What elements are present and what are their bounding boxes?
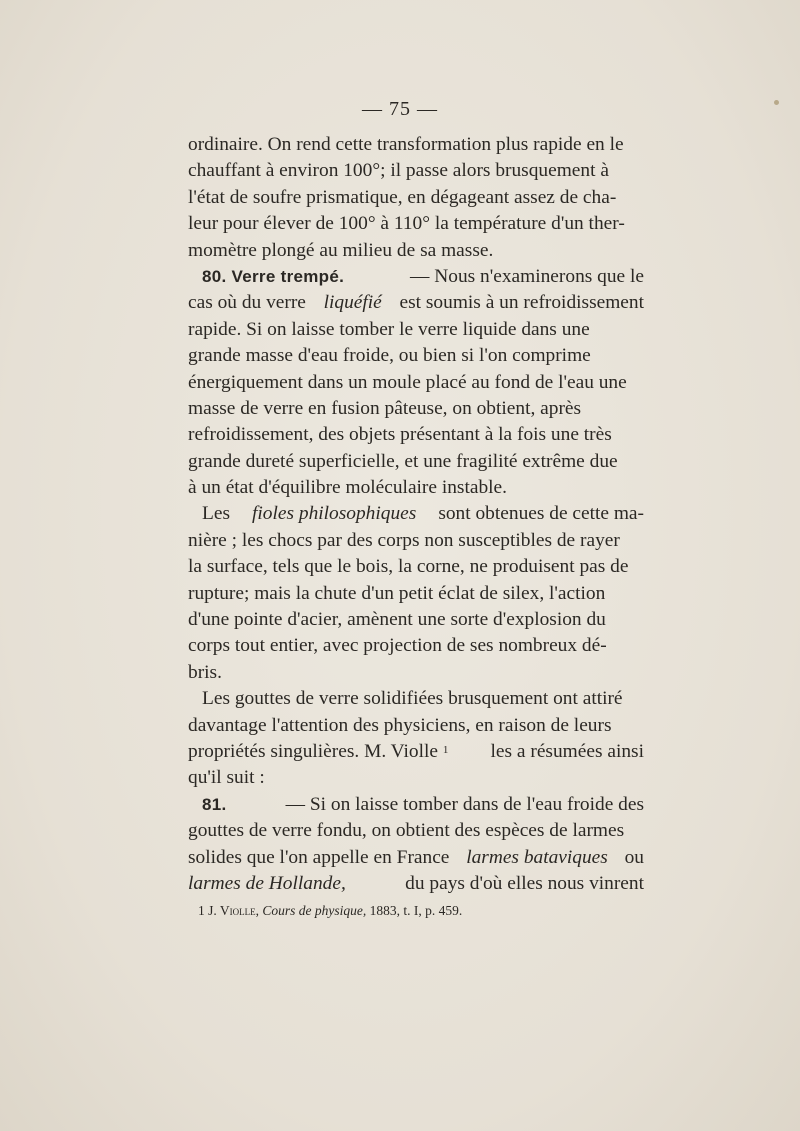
line-text: rupture; mais la chute d'un petit éclat de silex, l'action [188, 582, 606, 604]
text-line [188, 660, 644, 686]
text-line [188, 686, 644, 712]
line-text: Les [202, 503, 230, 525]
footnote-title: Cours de physique, [262, 903, 367, 918]
text-line [188, 554, 644, 580]
text-line [188, 158, 644, 184]
text-line [188, 238, 644, 264]
line-text: grande masse d'eau froide, ou bien si l'on comprime [188, 345, 591, 367]
text-line [188, 396, 644, 422]
line-text: masse de verre en fusion pâteuse, on obtient, après [188, 397, 582, 419]
text-line [188, 211, 644, 237]
line-text: corps tout entier, avec projection de ses nombreux dé- [188, 635, 607, 657]
line-text: nière ; les chocs par des corps non susceptibles de rayer [188, 529, 620, 551]
line-text: grande dureté superficielle, et une fragilité extrême due [188, 450, 618, 472]
line-text: leur pour élever de 100° à 110° la température d'un ther- [188, 213, 625, 235]
line-text: ou [624, 846, 644, 868]
text-line [188, 581, 644, 607]
text-line [188, 132, 644, 158]
footnote-author: J. Violle, [208, 903, 259, 918]
text-line [188, 343, 644, 369]
page-number: — 75 — [362, 98, 438, 120]
section-heading-80: 80. Verre trempé. [202, 266, 345, 286]
line-text: d'une pointe d'acier, amènent une sorte d'explosion du [188, 609, 606, 631]
line-text: la surface, tels que le bois, la corne, ne produisent pas de [188, 556, 629, 578]
text-line [188, 713, 644, 739]
italic-term: fioles philosophiques [252, 503, 417, 525]
text-line [188, 633, 644, 659]
line-text [188, 739, 448, 765]
text-line [188, 818, 644, 844]
line-text: bris. [188, 661, 222, 683]
line-text: du pays d'où elles nous vinrent [405, 872, 644, 894]
line-text: à un état d'équilibre moléculaire instable. [188, 477, 508, 499]
line-text: ordinaire. On rend cette transformation plus rapide en le [188, 134, 624, 155]
footnote-rest: 1883, t. I, p. 459. [369, 903, 463, 918]
text-line [188, 871, 644, 897]
line-text: sont obtenues de cette ma- [438, 503, 644, 525]
text-line [188, 185, 644, 211]
italic-term: larmes bataviques [466, 846, 608, 868]
line-text: — Nous n'examinerons que le [410, 265, 644, 287]
line-text: gouttes de verre fondu, on obtient des espèces de larmes [188, 820, 625, 842]
line-text: — Si on laisse tomber dans de l'eau froide des [285, 793, 644, 815]
section-heading-81: 81. [202, 794, 227, 814]
line-text: refroidissement, des objets présentant à la fois une très [188, 424, 612, 446]
line-text: l'état de soufre prismatique, en dégageant assez de cha- [188, 186, 617, 208]
text-line [188, 475, 644, 501]
text-line [188, 739, 644, 765]
line-text: rapide. Si on laisse tomber le verre liquide dans une [188, 318, 590, 340]
text-line [188, 449, 644, 475]
text-line [188, 765, 644, 791]
line-text: davantage l'attention des physiciens, en raison de leurs [188, 714, 612, 736]
text-line [188, 317, 644, 343]
text-line [188, 501, 644, 527]
text-line [188, 607, 644, 633]
text-line [188, 290, 644, 316]
line-text: Les gouttes de verre solidifiées brusquement ont attiré [202, 688, 623, 710]
line-text: solides que l'on appelle en France [188, 846, 450, 868]
italic-term: liquéfié [323, 292, 382, 314]
line-text: chauffant à environ 100°; il passe alors brusquement à [188, 160, 609, 182]
line-text: momètre plongé au milieu de sa masse. [188, 239, 494, 261]
italic-term: larmes de Hollande, [188, 872, 346, 894]
line-text: énergiquement dans un moule placé au fond de l'eau une [188, 371, 627, 393]
line-text: qu'il suit : [188, 767, 265, 789]
section-heading-line [188, 792, 644, 818]
line-text: cas où du verre [188, 292, 306, 314]
section-heading-line [188, 264, 644, 290]
line-text: les a résumées ainsi [490, 740, 644, 762]
text-line [188, 528, 644, 554]
text-line [188, 422, 644, 448]
body-text [188, 132, 644, 897]
text-line [188, 370, 644, 396]
text-line [188, 845, 644, 871]
footnote-ref: 1 [442, 743, 449, 756]
line-text-part: propriétés singulières. M. Violle [188, 740, 438, 762]
footnote-marker: 1 [198, 903, 205, 918]
line-text: est soumis à un refroidissement [399, 292, 644, 314]
footnote [198, 903, 648, 919]
